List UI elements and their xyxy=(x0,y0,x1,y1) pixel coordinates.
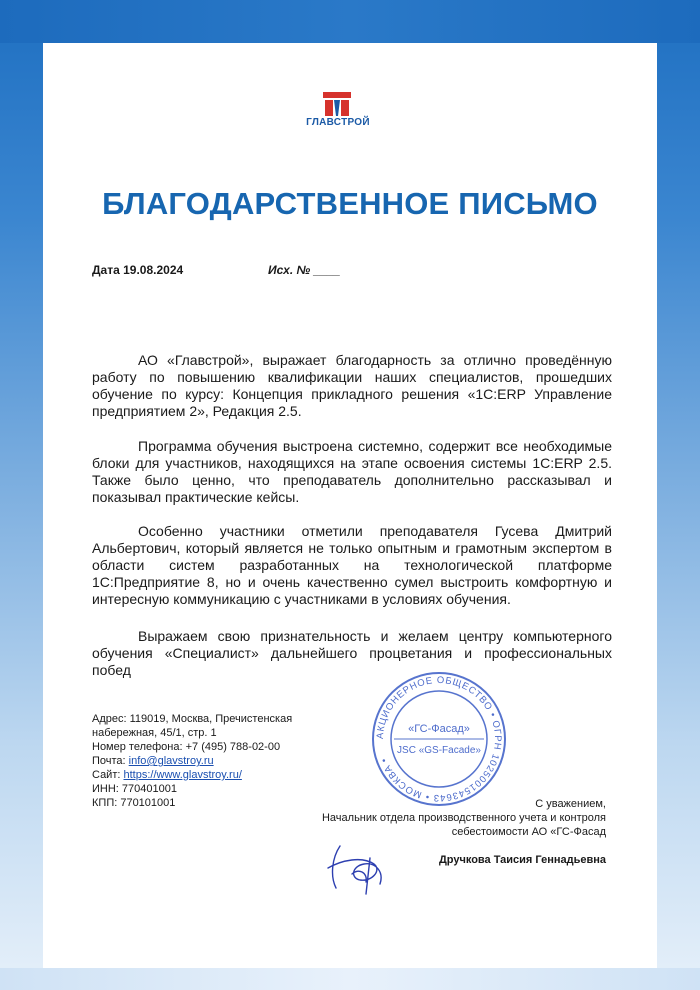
site-link[interactable]: https://www.glavstroy.ru/ xyxy=(123,769,242,781)
stamp-inner-line-1: «ГС-Фасад» xyxy=(408,723,470,735)
paragraph-1: АО «Главстрой», выражает благодарность за отлично проведённую работу по повышению квалификации наших специалистов, прошедших обучение по курсу: Концепция прикладного решения «1С:ERP Управление предприятием 2», Редакция 2.5. xyxy=(92,352,612,419)
logo-wordmark: ГЛАВСТРОЙ xyxy=(306,117,370,128)
outgoing-number: Исх. № ____ xyxy=(268,263,341,277)
company-stamp xyxy=(370,670,508,808)
kpp: КПП: 770101001 xyxy=(92,797,176,809)
closing-phrase: С уважением, xyxy=(535,798,606,810)
bottom-border-band xyxy=(0,968,700,990)
email-row xyxy=(92,754,332,768)
signer-position-line-1: Начальник отдела производственного учета и контроля xyxy=(321,812,606,824)
left-border-band xyxy=(0,0,43,990)
handwritten-signature xyxy=(322,838,392,898)
site-label: Сайт: xyxy=(92,769,124,781)
top-border-band xyxy=(0,0,700,43)
site-row xyxy=(92,768,332,782)
inn: ИНН: 770401001 xyxy=(92,783,177,795)
page-title: БЛАГОДАРСТВЕННОЕ ПИСЬМО xyxy=(102,186,598,221)
paragraph-2: Программа обучения выстроена системно, содержит все необходимые блоки для участников, находящихся на этапе освоения системы 1С:ERP 2.5. Также было ценно, что преподаватель дополнительно рассказывал и показывал практические кейсы. xyxy=(92,438,612,505)
address-line-1: Адрес: 119019, Москва, Пречистенская xyxy=(92,713,293,725)
glavstroy-logo-icon xyxy=(323,92,351,116)
phone-number: Номер телефона: +7 (495) 788-02-00 xyxy=(92,741,281,753)
signer-name: Дручкова Таисия Геннадьевна xyxy=(438,854,606,866)
stamp-outer-text: АКЦИОНЕРНОЕ ОБЩЕСТВО • ОГРН 1025001543643 • МОСКВА • xyxy=(374,674,504,804)
signer-position-line-2: себестоимости АО «ГС-Фасад xyxy=(451,826,606,838)
paragraph-4: Выражаем свою признательность и желаем центру компьютерного обучения «Специалист» дальнейшего процветания и профессиональных побед xyxy=(92,628,612,678)
paragraph-3: Особенно участники отметили преподавателя Гусева Дмитрий Альбертович, который является не только опытным и грамотным экспертом в области систем разработанных на технологической платформе 1С:Предприятие 8, но и очень качественно сумел выстроить комфортную и интересную коммуникацию с участниками в условиях обучения. xyxy=(92,523,612,607)
company-contacts xyxy=(92,712,332,810)
right-border-band xyxy=(657,0,700,990)
letter-date: Дата 19.08.2024 xyxy=(92,263,184,277)
address-line-2: набережная, 45/1, стр. 1 xyxy=(92,727,217,739)
signature-block xyxy=(260,797,606,839)
email-link[interactable]: info@glavstroy.ru xyxy=(128,755,214,767)
stamp-inner-line-2: JSC «GS-Facade» xyxy=(397,745,481,756)
email-label: Почта: xyxy=(92,755,129,767)
